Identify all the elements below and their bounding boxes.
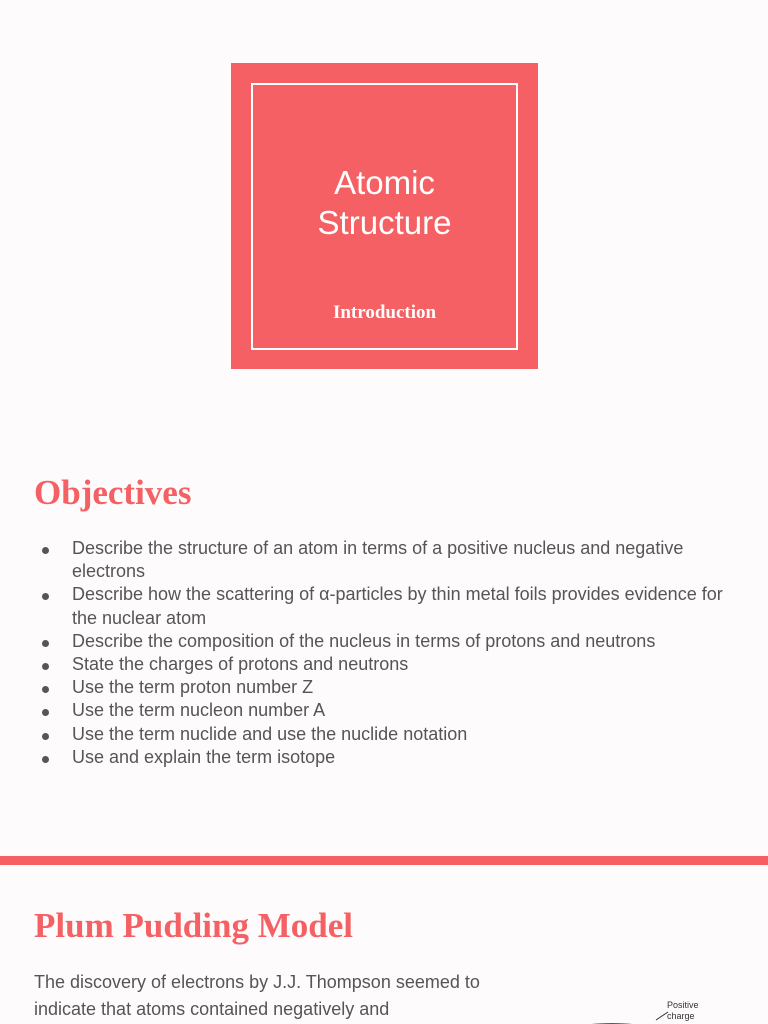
list-item: [34, 746, 734, 769]
list-item-text: Use the term nucleon number A: [72, 700, 326, 721]
list-item: [34, 676, 734, 699]
bullet-icon: [42, 709, 49, 716]
bullet-icon: [42, 593, 49, 600]
list-item-text: Use and explain the term isotope: [72, 746, 336, 767]
plum-pudding-body: The discovery of electrons by J.J. Thompson seemed to indicate that atoms contained negatively and: [34, 972, 480, 1019]
title-line-2: Structure: [317, 204, 452, 241]
list-item-text: Use the term nuclide and use the nuclide notation: [72, 723, 468, 744]
plum-pudding-heading: Plum Pudding Model: [34, 906, 353, 945]
list-item: [34, 723, 734, 746]
slide-divider: [0, 856, 768, 865]
page-subtitle: Introduction: [332, 302, 437, 323]
bullet-icon: [42, 640, 49, 647]
slide-plum-pudding: [0, 865, 768, 1024]
list-item-text: Use the term proton number Z: [72, 677, 314, 698]
list-item: [34, 653, 734, 676]
list-item: [34, 699, 734, 722]
list-item: [34, 630, 734, 653]
bullet-icon: [42, 756, 49, 763]
title-line-1: Atomic: [334, 164, 435, 201]
list-item-text: State the charges of protons and neutrons: [72, 654, 409, 675]
list-item: [34, 583, 734, 629]
bullet-icon: [42, 733, 49, 740]
figure-label: Positive charge: [667, 1000, 699, 1021]
atom-diagram-icon: [540, 995, 740, 1024]
objectives-list: [34, 537, 734, 769]
bullet-icon: [42, 686, 49, 693]
page-title: [231, 163, 538, 243]
list-item-text: Describe how the scattering of α-particles by thin metal foils provides evidence for the nuclear atom: [72, 584, 723, 628]
plum-pudding-diagram: [540, 995, 740, 1024]
list-item: [34, 537, 734, 583]
list-item-text: Describe the composition of the nucleus in terms of protons and neutrons: [72, 630, 656, 651]
bullet-icon: [42, 663, 49, 670]
list-item-text: Describe the structure of an atom in terms of a positive nucleus and negative electrons: [72, 538, 684, 582]
bullet-icon: [42, 547, 49, 554]
title-card: [231, 63, 538, 369]
objectives-heading: Objectives: [34, 473, 192, 512]
